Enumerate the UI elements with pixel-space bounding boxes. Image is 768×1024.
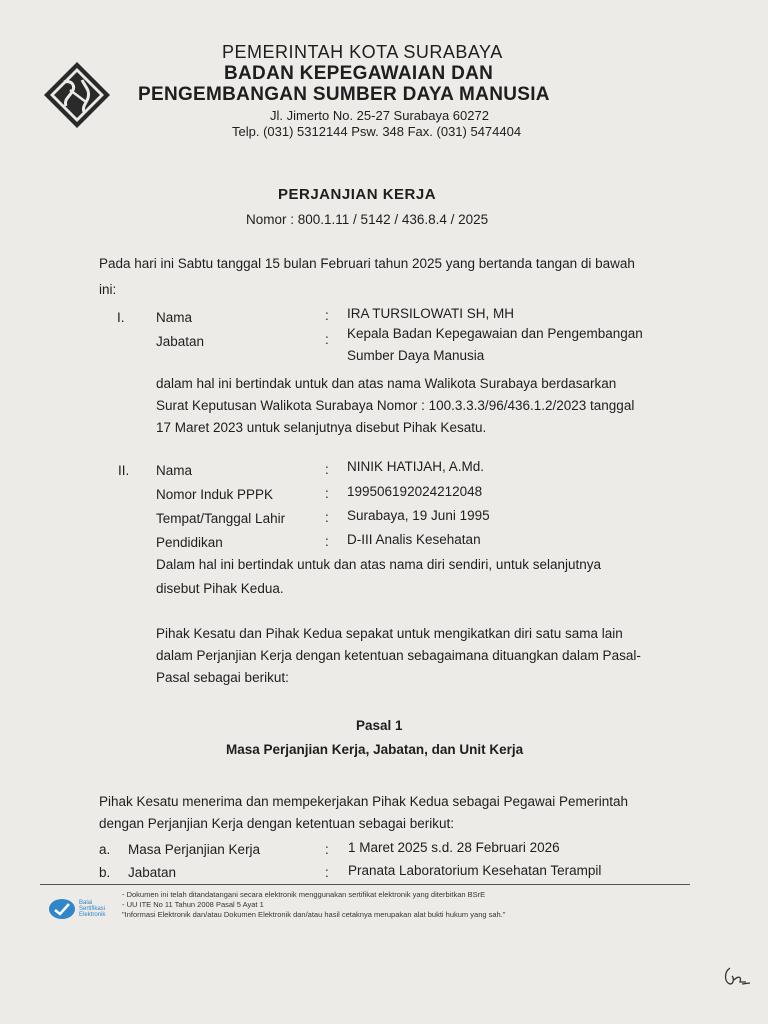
initial-signature bbox=[720, 962, 754, 990]
party2-name-label: Nama bbox=[156, 463, 193, 478]
party1-position-value-line2: Sumber Daya Manusia bbox=[347, 348, 485, 363]
pasal1-line1: Pihak Kesatu menerima dan mempekerjakan Pihak Kedua sebagai Pegawai Pemerintah bbox=[99, 794, 629, 809]
pasal1-item-label: Masa Perjanjian Kerja bbox=[128, 842, 261, 857]
colon: : bbox=[325, 865, 329, 880]
party2-birth-label: Tempat/Tanggal Lahir bbox=[156, 511, 286, 526]
party2-number: II. bbox=[118, 463, 130, 478]
header-address: Jl. Jimerto No. 25-27 Surabaya 60272 bbox=[270, 108, 489, 123]
document-number: Nomor : 800.1.11 / 5142 / 436.8.4 / 2025 bbox=[246, 212, 489, 227]
party2-text-line1: Dalam hal ini bertindak untuk dan atas nama diri sendiri, untuk selanjutnya bbox=[156, 557, 602, 572]
party1-name-value: IRA TURSILOWATI SH, MH bbox=[347, 306, 515, 321]
party2-name-value: NINIK HATIJAH, A.Md. bbox=[347, 459, 485, 474]
party1-name-label: Nama bbox=[156, 310, 193, 325]
party2-nip-value: 199506192024212048 bbox=[347, 484, 483, 499]
pasal1-subtitle: Masa Perjanjian Kerja, Jabatan, dan Unit Kerja bbox=[226, 742, 524, 757]
party1-text-line3: 17 Maret 2023 untuk selanjutnya disebut Pihak Kesatu. bbox=[156, 420, 487, 435]
party2-birth-value: Surabaya, 19 Juni 1995 bbox=[347, 508, 490, 523]
party1-text-line1: dalam hal ini bertindak untuk dan atas nama Walikota Surabaya berdasarkan bbox=[156, 376, 617, 391]
header-government: PEMERINTAH KOTA SURABAYA bbox=[222, 42, 503, 62]
pasal1-item-label: Jabatan bbox=[128, 865, 177, 880]
footer-note3: "Informasi Elektronik dan/atau Dokumen Elektronik dan/atau hasil cetaknya merupakan alat bukti hukum yang sah." bbox=[122, 910, 506, 919]
intro-line1: Pada hari ini Sabtu tanggal 15 bulan Februari tahun 2025 yang bertanda tangan di bawah bbox=[99, 256, 635, 271]
pasal1-item-letter: a. bbox=[99, 842, 111, 857]
pasal1-title: Pasal 1 bbox=[356, 718, 403, 733]
colon: : bbox=[325, 462, 329, 477]
bsre-label: Balai Sertifikasi Elektronik bbox=[79, 900, 106, 918]
bsre-logo-icon bbox=[48, 898, 76, 920]
footer-note2: - UU ITE No 11 Tahun 2008 Pasal 5 Ayat 1 bbox=[122, 900, 264, 909]
party1-number: I. bbox=[117, 310, 125, 325]
party2-text-line2: disebut Pihak Kedua. bbox=[156, 581, 284, 596]
colon: : bbox=[325, 332, 329, 347]
surabaya-crest-logo bbox=[42, 60, 112, 130]
header-agency-line2: PENGEMBANGAN SUMBER DAYA MANUSIA bbox=[138, 84, 550, 105]
pasal1-item-value: Pranata Laboratorium Kesehatan Terampil bbox=[348, 863, 602, 878]
colon: : bbox=[325, 842, 329, 857]
colon: : bbox=[325, 510, 329, 525]
agreement-line3: Pasal sebagai berikut: bbox=[156, 670, 289, 685]
intro-line2: ini: bbox=[99, 282, 117, 297]
party2-nip-label: Nomor Induk PPPK bbox=[156, 487, 274, 502]
party1-position-value-line1: Kepala Badan Kepegawaian dan Pengembangan bbox=[347, 326, 643, 341]
party1-position-label: Jabatan bbox=[156, 334, 205, 349]
colon: : bbox=[325, 534, 329, 549]
agreement-line1: Pihak Kesatu dan Pihak Kedua sepakat untuk mengikatkan diri satu sama lain bbox=[156, 626, 623, 641]
pasal1-item-letter: b. bbox=[99, 865, 111, 880]
footer-note1: - Dokumen ini telah ditandatangani secara elektronik menggunakan sertifikat elektronik yang diterbitkan BSrE bbox=[122, 890, 486, 899]
colon: : bbox=[325, 486, 329, 501]
party2-education-value: D-III Analis Kesehatan bbox=[347, 532, 481, 547]
document-title: PERJANJIAN KERJA bbox=[278, 186, 437, 203]
header-agency-line1: BADAN KEPEGAWAIAN DAN bbox=[224, 63, 494, 84]
party2-education-label: Pendidikan bbox=[156, 535, 223, 550]
header-phone: Telp. (031) 5312144 Psw. 348 Fax. (031) 5474404 bbox=[232, 124, 522, 139]
colon: : bbox=[325, 308, 329, 323]
footer-divider bbox=[40, 884, 690, 885]
party1-text-line2: Surat Keputusan Walikota Surabaya Nomor : 100.3.3.3/96/436.1.2/2023 tanggal bbox=[156, 398, 635, 413]
agreement-line2: dalam Perjanjian Kerja dengan ketentuan sebagaimana dituangkan dalam Pasal- bbox=[156, 648, 641, 663]
pasal1-line2: dengan Perjanjian Kerja dengan ketentuan sebagai berikut: bbox=[99, 816, 455, 831]
pasal1-item-value: 1 Maret 2025 s.d. 28 Februari 2026 bbox=[348, 840, 560, 855]
